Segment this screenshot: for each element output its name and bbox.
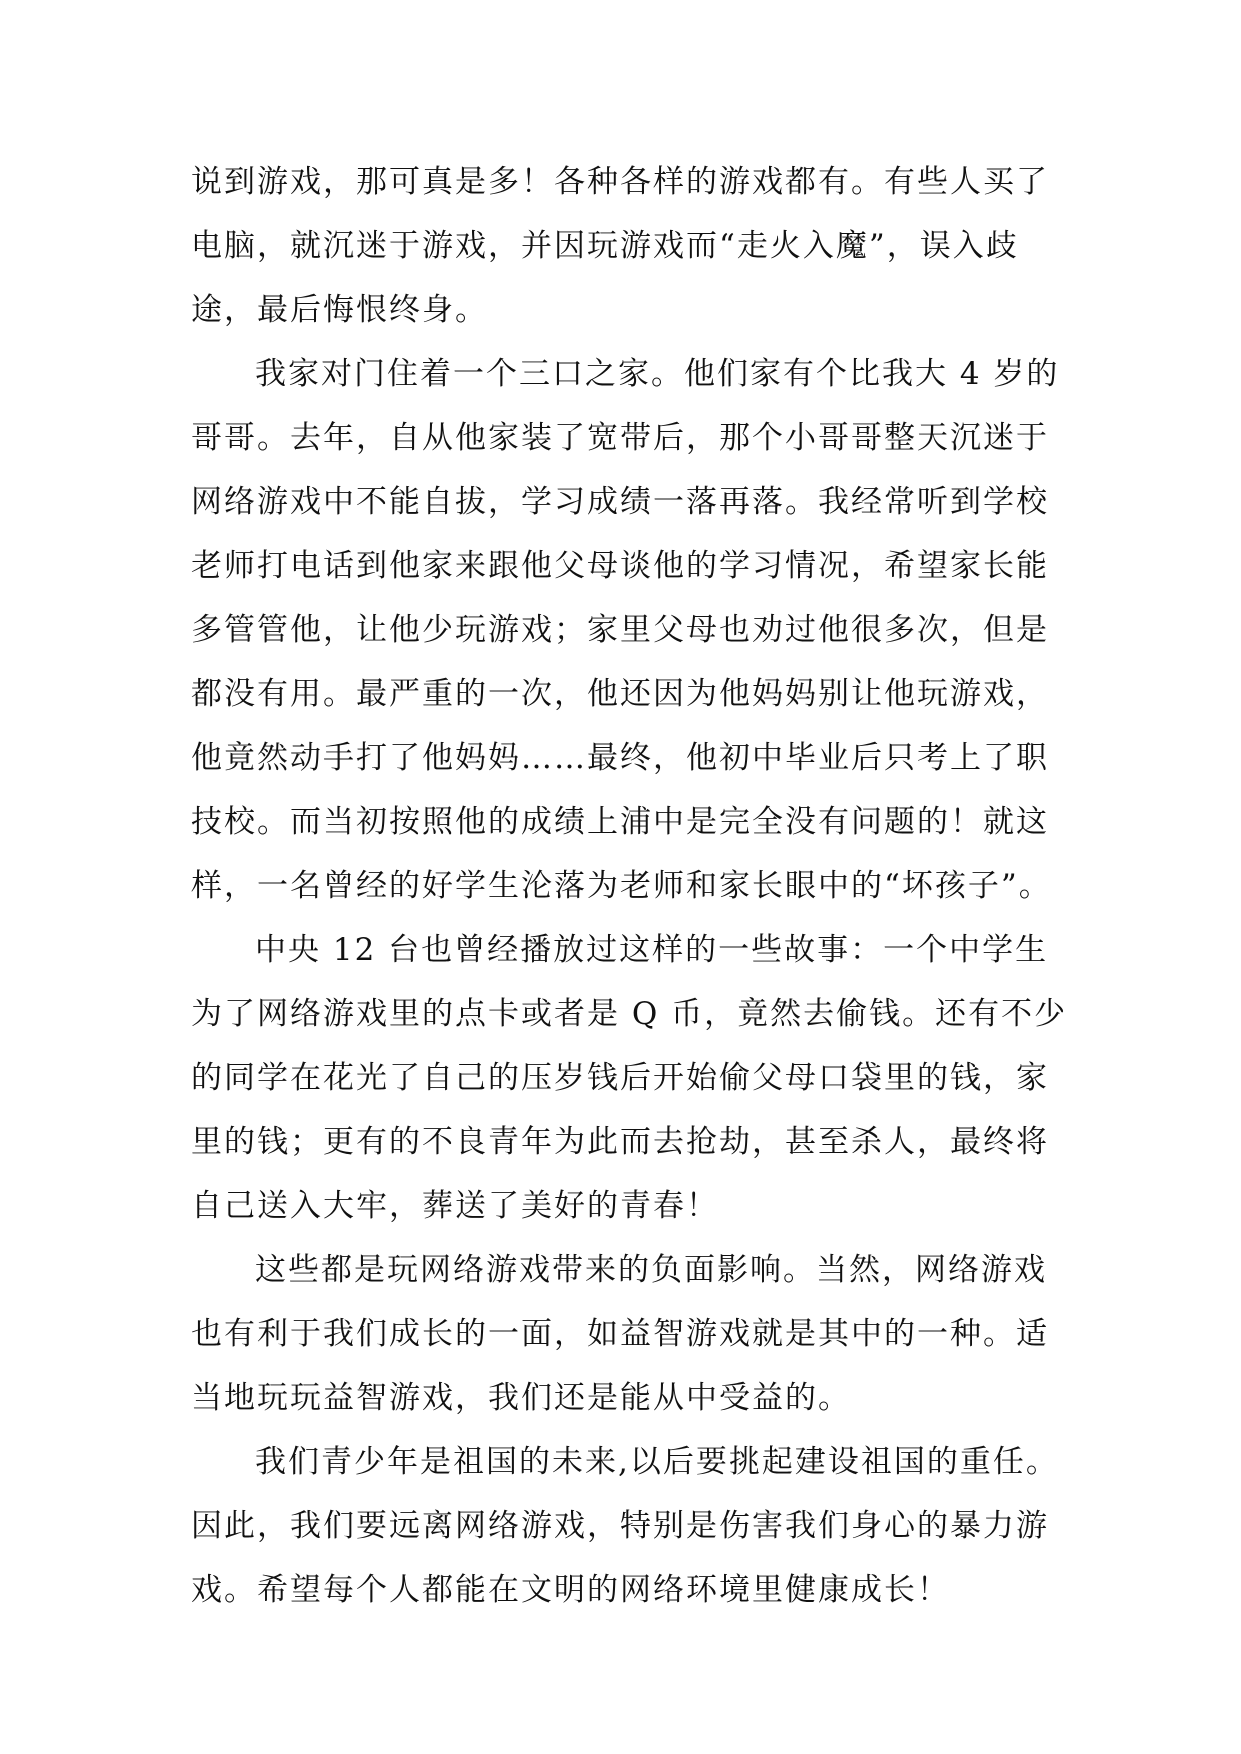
paragraph-4 bbox=[191, 1238, 1051, 1430]
paragraph-1 bbox=[191, 150, 1051, 342]
text-line: 这些都是玩网络游戏带来的负面影响。当然，网络游戏 bbox=[255, 1252, 1047, 1288]
text-line: 说到游戏，那可真是多！各种各样的游戏都有。有些人买了 bbox=[191, 164, 1049, 200]
text-line: 哥哥。去年，自从他家装了宽带后，那个小哥哥整天沉迷于 bbox=[191, 420, 1049, 456]
text-line: 的同学在花光了自己的压岁钱后开始偷父母口袋里的钱，家 bbox=[191, 1060, 1049, 1096]
text-line: 老师打电话到他家来跟他父母谈他的学习情况，希望家长能 bbox=[191, 548, 1049, 584]
text-line: 也有利于我们成长的一面，如益智游戏就是其中的一种。适 bbox=[191, 1316, 1049, 1352]
essay-body bbox=[191, 150, 1068, 1622]
text-line: 里的钱；更有的不良青年为此而去抢劫，甚至杀人，最终将 bbox=[191, 1124, 1049, 1160]
text-line: 都没有用。最严重的一次，他还因为他妈妈别让他玩游戏， bbox=[191, 676, 1049, 712]
text-line: 途，最后悔恨终身。 bbox=[191, 292, 488, 328]
text-line: 自己送入大牢，葬送了美好的青春！ bbox=[191, 1188, 719, 1224]
text-line: 样，一名曾经的好学生沦落为老师和家长眼中的“坏孩子”。 bbox=[191, 868, 1052, 904]
paragraph-2 bbox=[191, 342, 1060, 918]
text-line: 多管管他，让他少玩游戏；家里父母也劝过他很多次，但是 bbox=[191, 612, 1049, 648]
text-line: 我们青少年是祖国的未来,以后要挑起建设祖国的重任。 bbox=[255, 1444, 1059, 1480]
text-line: 当地玩玩益智游戏，我们还是能从中受益的。 bbox=[191, 1380, 851, 1416]
text-line: 戏。希望每个人都能在文明的网络环境里健康成长！ bbox=[191, 1572, 950, 1608]
text-line: 我家对门住着一个三口之家。他们家有个比我大 4 岁的 bbox=[255, 356, 1060, 392]
text-line: 为了网络游戏里的点卡或者是 Q 币，竟然去偷钱。还有不少 bbox=[191, 996, 1068, 1032]
text-line: 电脑，就沉迷于游戏，并因玩游戏而“走火入魔”，误入歧 bbox=[191, 228, 1019, 264]
text-line: 因此，我们要远离网络游戏，特别是伤害我们身心的暴力游 bbox=[191, 1508, 1049, 1544]
text-line: 他竟然动手打了他妈妈……最终，他初中毕业后只考上了职 bbox=[191, 740, 1049, 776]
paragraph-3 bbox=[191, 918, 1068, 1238]
paragraph-5 bbox=[191, 1430, 1059, 1622]
text-line: 技校。而当初按照他的成绩上浦中是完全没有问题的！就这 bbox=[191, 804, 1049, 840]
text-line: 网络游戏中不能自拔，学习成绩一落再落。我经常听到学校 bbox=[191, 484, 1049, 520]
text-line: 中央 12 台也曾经播放过这样的一些故事：一个中学生 bbox=[255, 932, 1049, 968]
